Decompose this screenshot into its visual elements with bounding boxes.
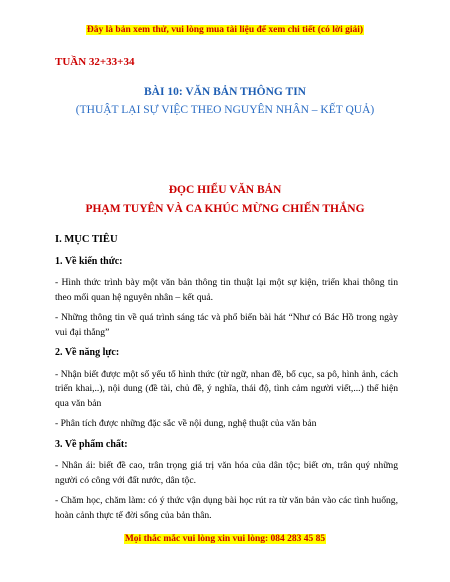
contact-footer-banner: [0, 534, 450, 544]
knowledge-item: - Những thông tin về quá trình sáng tác và phổ biến bài hát “Như có Bác Hồ trong ngày vui đại thắng”: [55, 312, 398, 338]
knowledge-item: - Hình thức trình bày một văn bản thông tin thuật lại một sự kiện, triển khai thông tin theo mối quan hệ nguyên nhân – kết quả.: [55, 277, 398, 303]
qualities-item: - Chăm học, chăm làm: có ý thức vận dụng bài học rút ra từ văn bản vào các tình huống, hoàn cảnh thực tế đời sống của bản thân.: [55, 495, 398, 521]
qualities-item: - Nhân ái: biết đề cao, trân trọng giá trị văn hóa của dân tộc; biết ơn, trân quý những người có công với đất nước, dân tộc.: [55, 460, 398, 486]
objectives-heading: I. MỤC TIÊU: [55, 234, 118, 245]
week-label: TUẦN 32+33+34: [55, 56, 135, 68]
objectives-section: [55, 233, 398, 529]
preview-notice-banner: [0, 25, 450, 35]
work-title: PHẠM TUYÊN VÀ CA KHÚC MỪNG CHIẾN THẮNG: [85, 203, 365, 215]
skills-heading: 2. Về năng lực:: [55, 347, 120, 358]
lesson-subtitle: (THUẬT LẠI SỰ VIỆC THEO NGUYÊN NHÂN – KẾT QUẢ): [75, 104, 375, 116]
contact-footer-text: Mọi thắc mắc vui lòng xin vui lòng: 084 283 45 85: [124, 534, 326, 544]
lesson-title: BÀI 10: VĂN BẢN THÔNG TIN: [144, 86, 306, 98]
qualities-heading: 3. Về phẩm chất:: [55, 438, 128, 450]
preview-notice-text: Đây là bản xem thử, vui lòng mua tài liệu để xem chi tiết (có lời giải): [86, 25, 364, 35]
reading-section-label: ĐỌC HIỂU VĂN BẢN: [168, 184, 282, 196]
skills-item: - Nhận biết được một số yếu tố hình thức (từ ngữ, nhan đề, bố cục, sa pô, hình ảnh, cách triển khai,..), nội dung (đề tài, chủ đề, ý nghĩa, thái độ, tình cảm người viết,...) thể hiện qua văn bản: [55, 368, 398, 409]
skills-item: - Phân tích được những đặc sắc về nội dung, nghệ thuật của văn bản: [55, 418, 317, 429]
knowledge-heading: 1. Về kiến thức:: [55, 255, 123, 267]
